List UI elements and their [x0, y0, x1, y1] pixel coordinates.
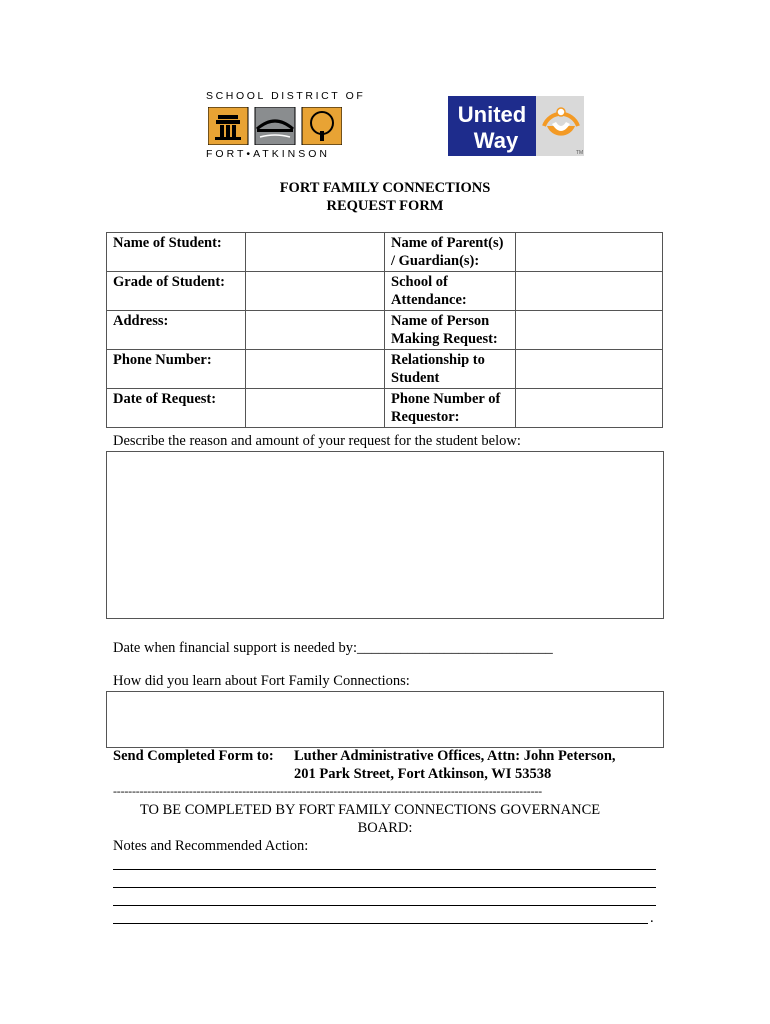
send-to-address-line2: 201 Park Street, Fort Atkinson, WI 53538	[294, 766, 552, 782]
info-right-label: Name of Person Making Request:	[385, 311, 516, 350]
how-learned-textbox[interactable]	[106, 691, 664, 748]
reason-textbox[interactable]	[106, 451, 664, 619]
date-needed-label: Date when financial support is needed by:	[113, 640, 358, 656]
info-left-input[interactable]	[246, 350, 385, 389]
notes-line-2[interactable]	[113, 887, 656, 888]
info-table-row	[107, 272, 663, 311]
info-left-label: Phone Number:	[107, 350, 246, 389]
svg-text:United: United	[457, 102, 527, 127]
info-right-label: School of Attendance:	[385, 272, 516, 311]
info-right-input[interactable]	[516, 350, 663, 389]
info-left-label: Date of Request:	[107, 389, 246, 428]
info-left-input[interactable]	[246, 389, 385, 428]
student-info-table	[106, 232, 663, 428]
info-table-row	[107, 311, 663, 350]
date-needed-line[interactable]	[113, 640, 553, 657]
notes-label: Notes and Recommended Action:	[113, 838, 309, 854]
notes-line-3[interactable]	[113, 905, 656, 906]
how-learned-prompt: How did you learn about Fort Family Connections:	[113, 673, 410, 689]
info-right-label: Phone Number of Requestor:	[385, 389, 516, 428]
info-right-input[interactable]	[516, 311, 663, 350]
dashed-divider: -----------------------------------------------------------------------------------------------------------------	[113, 784, 542, 798]
send-to-label: Send Completed Form to:	[113, 748, 274, 764]
notes-line-4[interactable]	[113, 923, 648, 924]
date-needed-blank[interactable]: ___________________________	[357, 640, 553, 656]
notes-end-period: .	[650, 910, 654, 926]
form-title-line2: REQUEST FORM	[326, 198, 444, 214]
reason-prompt: Describe the reason and amount of your request for the student below:	[113, 433, 521, 449]
svg-text:Way: Way	[473, 128, 519, 153]
united-way-logo-graphic	[448, 96, 586, 156]
info-right-input[interactable]	[516, 233, 663, 272]
form-title-line1: FORT FAMILY CONNECTIONS	[279, 180, 491, 196]
info-table-row	[107, 233, 663, 272]
info-right-label: Name of Parent(s) / Guardian(s):	[385, 233, 516, 272]
info-left-label: Name of Student:	[107, 233, 246, 272]
district-logo-icons	[208, 107, 342, 145]
info-left-input[interactable]	[246, 311, 385, 350]
info-right-input[interactable]	[516, 389, 663, 428]
info-left-input[interactable]	[246, 272, 385, 311]
school-district-logo	[204, 90, 366, 160]
united-way-logo	[448, 96, 586, 156]
district-logo-bottom-text: FORT•ATKINSON	[206, 148, 330, 160]
info-right-label: Relationship to Student	[385, 350, 516, 389]
info-table-row	[107, 350, 663, 389]
board-heading-line1: TO BE COMPLETED BY FORT FAMILY CONNECTIONS GOVERNANCE	[139, 802, 601, 818]
svg-text:TM: TM	[576, 150, 584, 156]
info-right-input[interactable]	[516, 272, 663, 311]
notes-line-1[interactable]	[113, 869, 656, 870]
board-heading-line2: BOARD:	[357, 820, 413, 836]
info-left-input[interactable]	[246, 233, 385, 272]
send-to-address-line1: Luther Administrative Offices, Attn: John Peterson,	[294, 748, 616, 764]
info-left-label: Grade of Student:	[107, 272, 246, 311]
info-table-row	[107, 389, 663, 428]
district-logo-top-text: SCHOOL DISTRICT OF	[206, 90, 366, 102]
info-left-label: Address:	[107, 311, 246, 350]
